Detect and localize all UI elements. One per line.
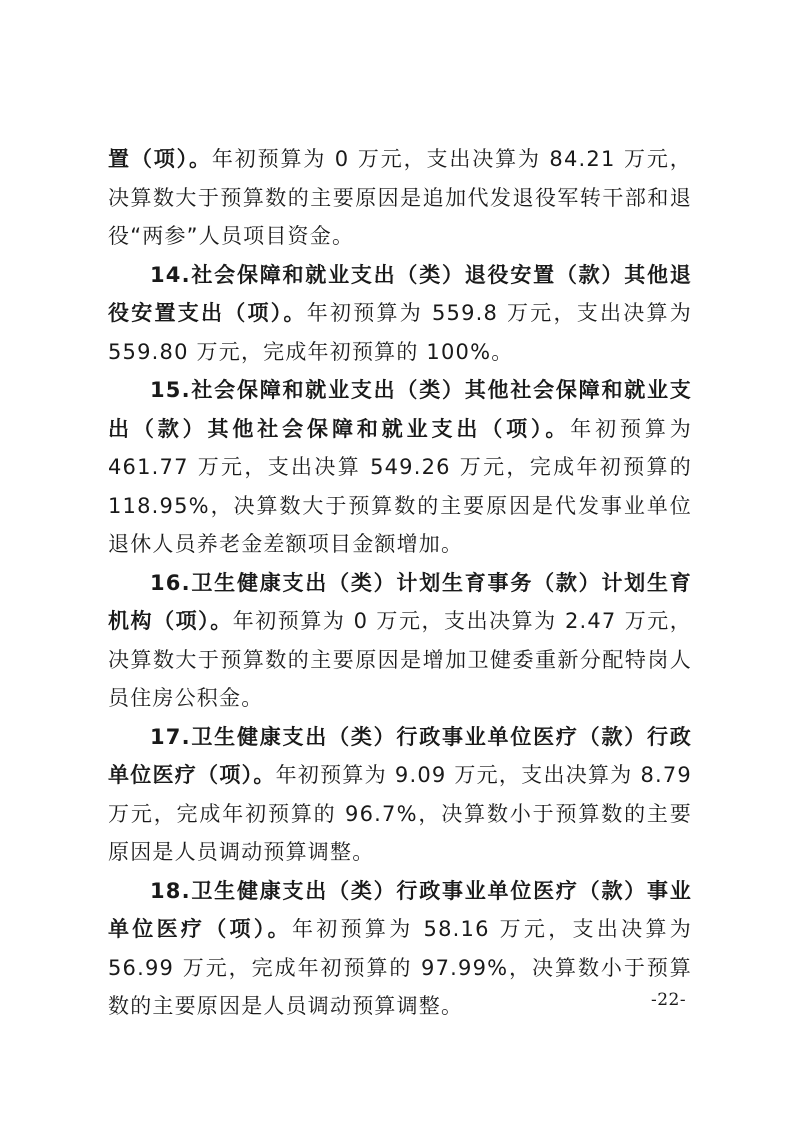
paragraph-text: 年初预算为 559.8 万元，支出决算为 559.80 万元，完成年初预算的 100%。 [108, 301, 692, 364]
paragraph-16 [108, 564, 692, 718]
paragraph-heading: 15.社会保障和就业支出（类）其他社会保障和就业支出（款）其他社会保障和就业支出（项）。 [108, 378, 692, 441]
paragraph-text: 年初预算为 0 万元，支出决算为 84.21 万元，决算数大于预算数的主要原因是追加代发退役军转干部和退役“两参”人员项目资金。 [108, 147, 692, 248]
paragraph-heading: 16.卫生健康支出（类）计划生育事务（款）计划生育机构（项）。 [108, 570, 692, 633]
paragraph-text: 年初预算为 461.77 万元，支出决算 549.26 万元，完成年初预算的 118.95%，决算数大于预算数的主要原因是代发事业单位退休人员养老金差额项目金额增加。 [108, 416, 692, 556]
paragraph-heading: 置（项）。 [108, 147, 212, 171]
paragraph-13-continued [108, 140, 692, 256]
paragraph-17 [108, 718, 692, 872]
document-body [108, 140, 692, 1026]
paragraph-text: 年初预算为 9.09 万元，支出决算为 8.79 万元，完成年初预算的 96.7%，决算数小于预算数的主要原因是人员调动预算调整。 [108, 763, 692, 864]
paragraph-heading: 18.卫生健康支出（类）行政事业单位医疗（款）事业单位医疗（项）。 [108, 878, 692, 941]
paragraph-14 [108, 256, 692, 372]
paragraph-18 [108, 872, 692, 1026]
paragraph-text: 年初预算为 58.16 万元，支出决算为 56.99 万元，完成年初预算的 97.99%，决算数小于预算数的主要原因是人员调动预算调整。 [108, 917, 692, 1018]
paragraph-heading: 14.社会保障和就业支出（类）退役安置（款）其他退役安置支出（项）。 [108, 262, 692, 325]
paragraph-heading: 17.卫生健康支出（类）行政事业单位医疗（款）行政单位医疗（项）。 [108, 724, 692, 787]
page-number: -22- [651, 990, 687, 1010]
paragraph-15 [108, 371, 692, 564]
paragraph-text: 年初预算为 0 万元，支出决算为 2.47 万元，决算数大于预算数的主要原因是增加卫健委重新分配特岗人员住房公积金。 [108, 609, 692, 710]
